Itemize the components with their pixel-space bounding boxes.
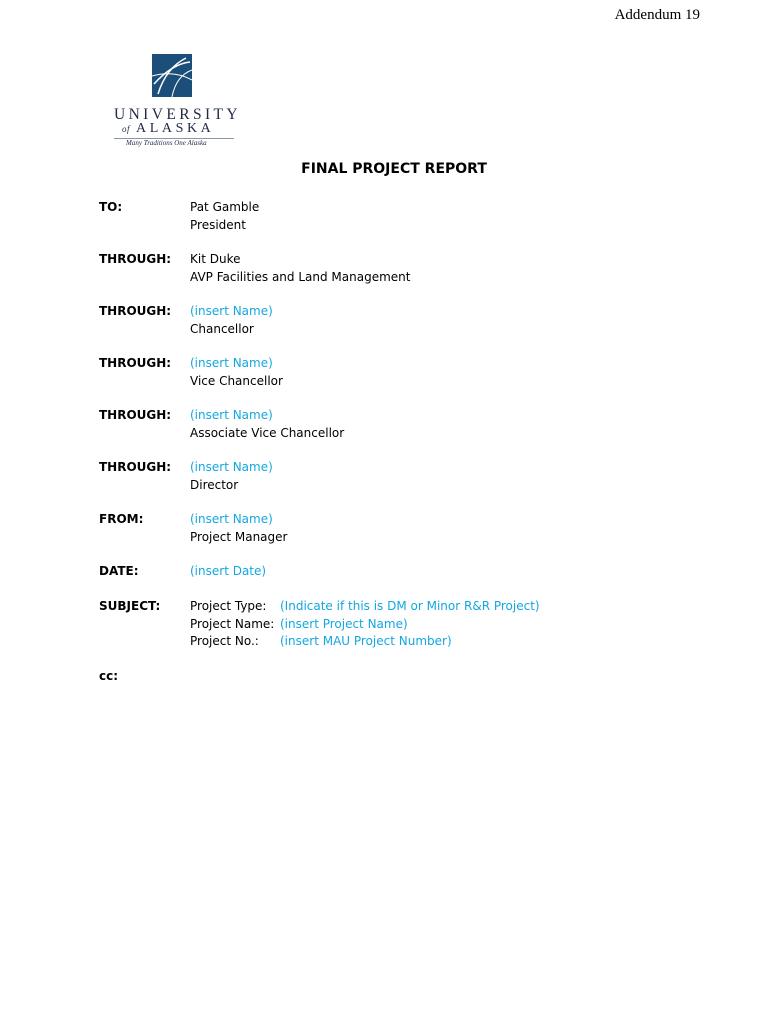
project-name-placeholder: (insert Project Name) xyxy=(280,616,408,631)
through-title: Vice Chancellor xyxy=(190,373,283,388)
subject-label: SUBJECT: xyxy=(99,599,161,613)
university-logo xyxy=(108,54,241,150)
from-name-placeholder: (insert Name) xyxy=(190,512,273,526)
through-title: Associate Vice Chancellor xyxy=(190,425,345,440)
through-label: THROUGH: xyxy=(99,408,172,422)
date-label: DATE: xyxy=(99,564,139,578)
logo-text-alaska xyxy=(122,121,214,137)
through-label: THROUGH: xyxy=(99,304,172,318)
project-type-label: Project Type: xyxy=(190,599,267,613)
through-name-placeholder: (insert Name) xyxy=(190,460,273,474)
date-placeholder: (insert Date) xyxy=(190,564,267,578)
through-name-placeholder: (insert Name) xyxy=(190,408,273,422)
logo-text-of: of xyxy=(122,124,131,134)
through-title: Chancellor xyxy=(190,321,254,336)
project-number-placeholder: (insert MAU Project Number) xyxy=(280,634,452,648)
through-label: THROUGH: xyxy=(99,356,172,370)
logo-emblem-icon xyxy=(152,54,192,97)
through-name-placeholder: (insert Name) xyxy=(190,304,273,318)
page-title: FINAL PROJECT REPORT xyxy=(301,161,487,177)
logo-text-alaska-word: ALASKA xyxy=(136,121,215,136)
logo-tagline: Many Traditions One Alaska xyxy=(126,139,207,147)
through-name: Kit Duke xyxy=(190,252,241,266)
through-label: THROUGH: xyxy=(99,252,172,266)
through-title: AVP Facilities and Land Management xyxy=(190,269,411,284)
to-name: Pat Gamble xyxy=(190,200,260,214)
from-label: FROM: xyxy=(99,512,144,526)
addendum-label: Addendum 19 xyxy=(614,7,700,23)
through-name-placeholder: (insert Name) xyxy=(190,356,273,370)
project-type-placeholder: (Indicate if this is DM or Minor R&R Project) xyxy=(280,599,540,613)
through-label: THROUGH: xyxy=(99,460,172,474)
from-title: Project Manager xyxy=(190,529,288,544)
through-title: Director xyxy=(190,477,239,492)
cc-label: cc: xyxy=(99,669,119,683)
project-name-label: Project Name: xyxy=(190,616,275,631)
project-number-label: Project No.: xyxy=(190,634,259,648)
logo-text-university: UNIVERSITY xyxy=(114,106,241,123)
to-title: President xyxy=(190,217,246,232)
to-label: TO: xyxy=(99,200,123,214)
